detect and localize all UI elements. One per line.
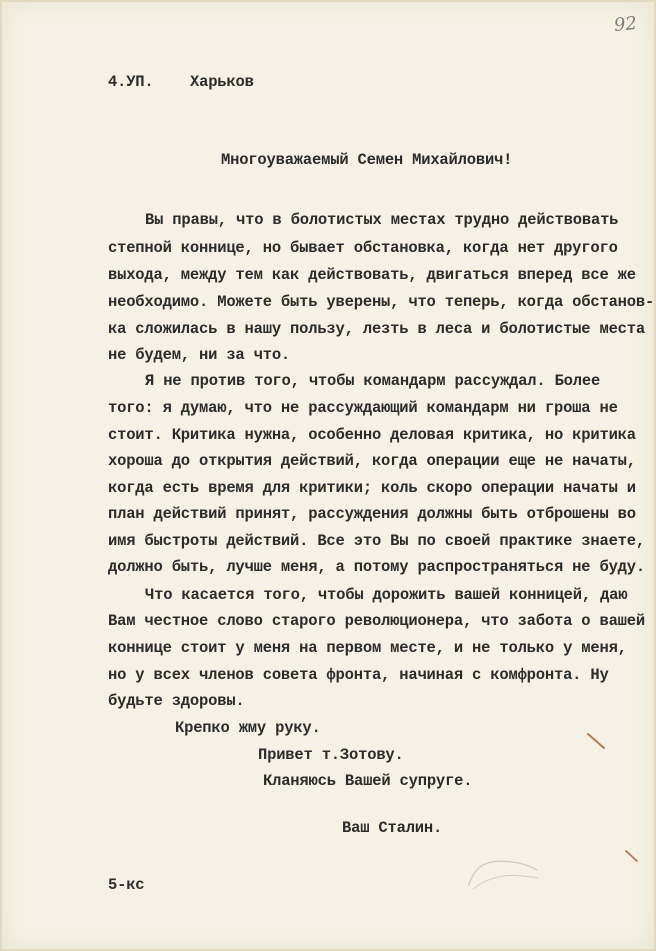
body-line: Вам честное слово старого революционера, что забота о вашей: [108, 612, 645, 630]
page-number: 92: [612, 12, 638, 37]
paper-mark: [624, 848, 640, 864]
header-ref: 4.УП.: [108, 73, 154, 91]
body-line: выхода, между тем как действовать, двигаться вперед все же: [108, 266, 636, 284]
body-line: Вы правы, что в болотистых местах трудно действовать: [145, 211, 619, 229]
body-line: имя быстроты действий. Все это Вы по своей практике знаете,: [108, 532, 645, 550]
body-line: необходимо. Можете быть уверены, что теперь, когда обстанов-: [108, 293, 655, 311]
body-line: Я не против того, чтобы командарм рассуждал. Более: [145, 372, 601, 390]
body-line: того: я думаю, что не рассуждающий командарм ни гроша не: [108, 399, 618, 417]
body-line: Что касается того, чтобы дорожить вашей конницей, даю: [145, 586, 628, 604]
body-line: не будем, ни за что.: [108, 346, 291, 364]
body-line: но у всех членов совета фронта, начиная с комфронта. Ну: [108, 666, 609, 684]
body-line: будьте здоровы.: [108, 692, 245, 710]
faint-archive-stamp: [461, 848, 544, 896]
footer-code: 5-кс: [108, 876, 145, 894]
body-line: должно быть, лучше меня, а потому распространяться не буду.: [108, 558, 645, 576]
body-line: когда есть время для критики; коль скоро операции начаты и: [108, 479, 636, 497]
body-line: ка сложилась в нашу пользу, лезть в леса и болотистые места: [108, 320, 645, 338]
closing-line: Привет т.Зотову.: [258, 746, 404, 764]
closing-line: Кланяюсь Вашей супруге.: [263, 772, 473, 790]
signature: Ваш Сталин.: [342, 819, 443, 837]
salutation: Многоуважаемый Семен Михайлович!: [221, 151, 513, 169]
paper-mark: [586, 730, 608, 752]
body-line: план действий принят, рассуждения должны быть отброшены во: [108, 505, 636, 523]
closing-line: Крепко жму руку.: [175, 719, 321, 737]
body-line: коннице стоит у меня на первом месте, и не только у меня,: [108, 639, 627, 657]
body-line: степной коннице, но бывает обстановка, когда нет другого: [108, 239, 618, 257]
body-line: хороша до открытия действий, когда операции еще не начаты,: [108, 452, 636, 470]
body-line: стоит. Критика нужна, особенно деловая критика, но критика: [108, 426, 636, 444]
header-city: Харьков: [190, 73, 254, 91]
